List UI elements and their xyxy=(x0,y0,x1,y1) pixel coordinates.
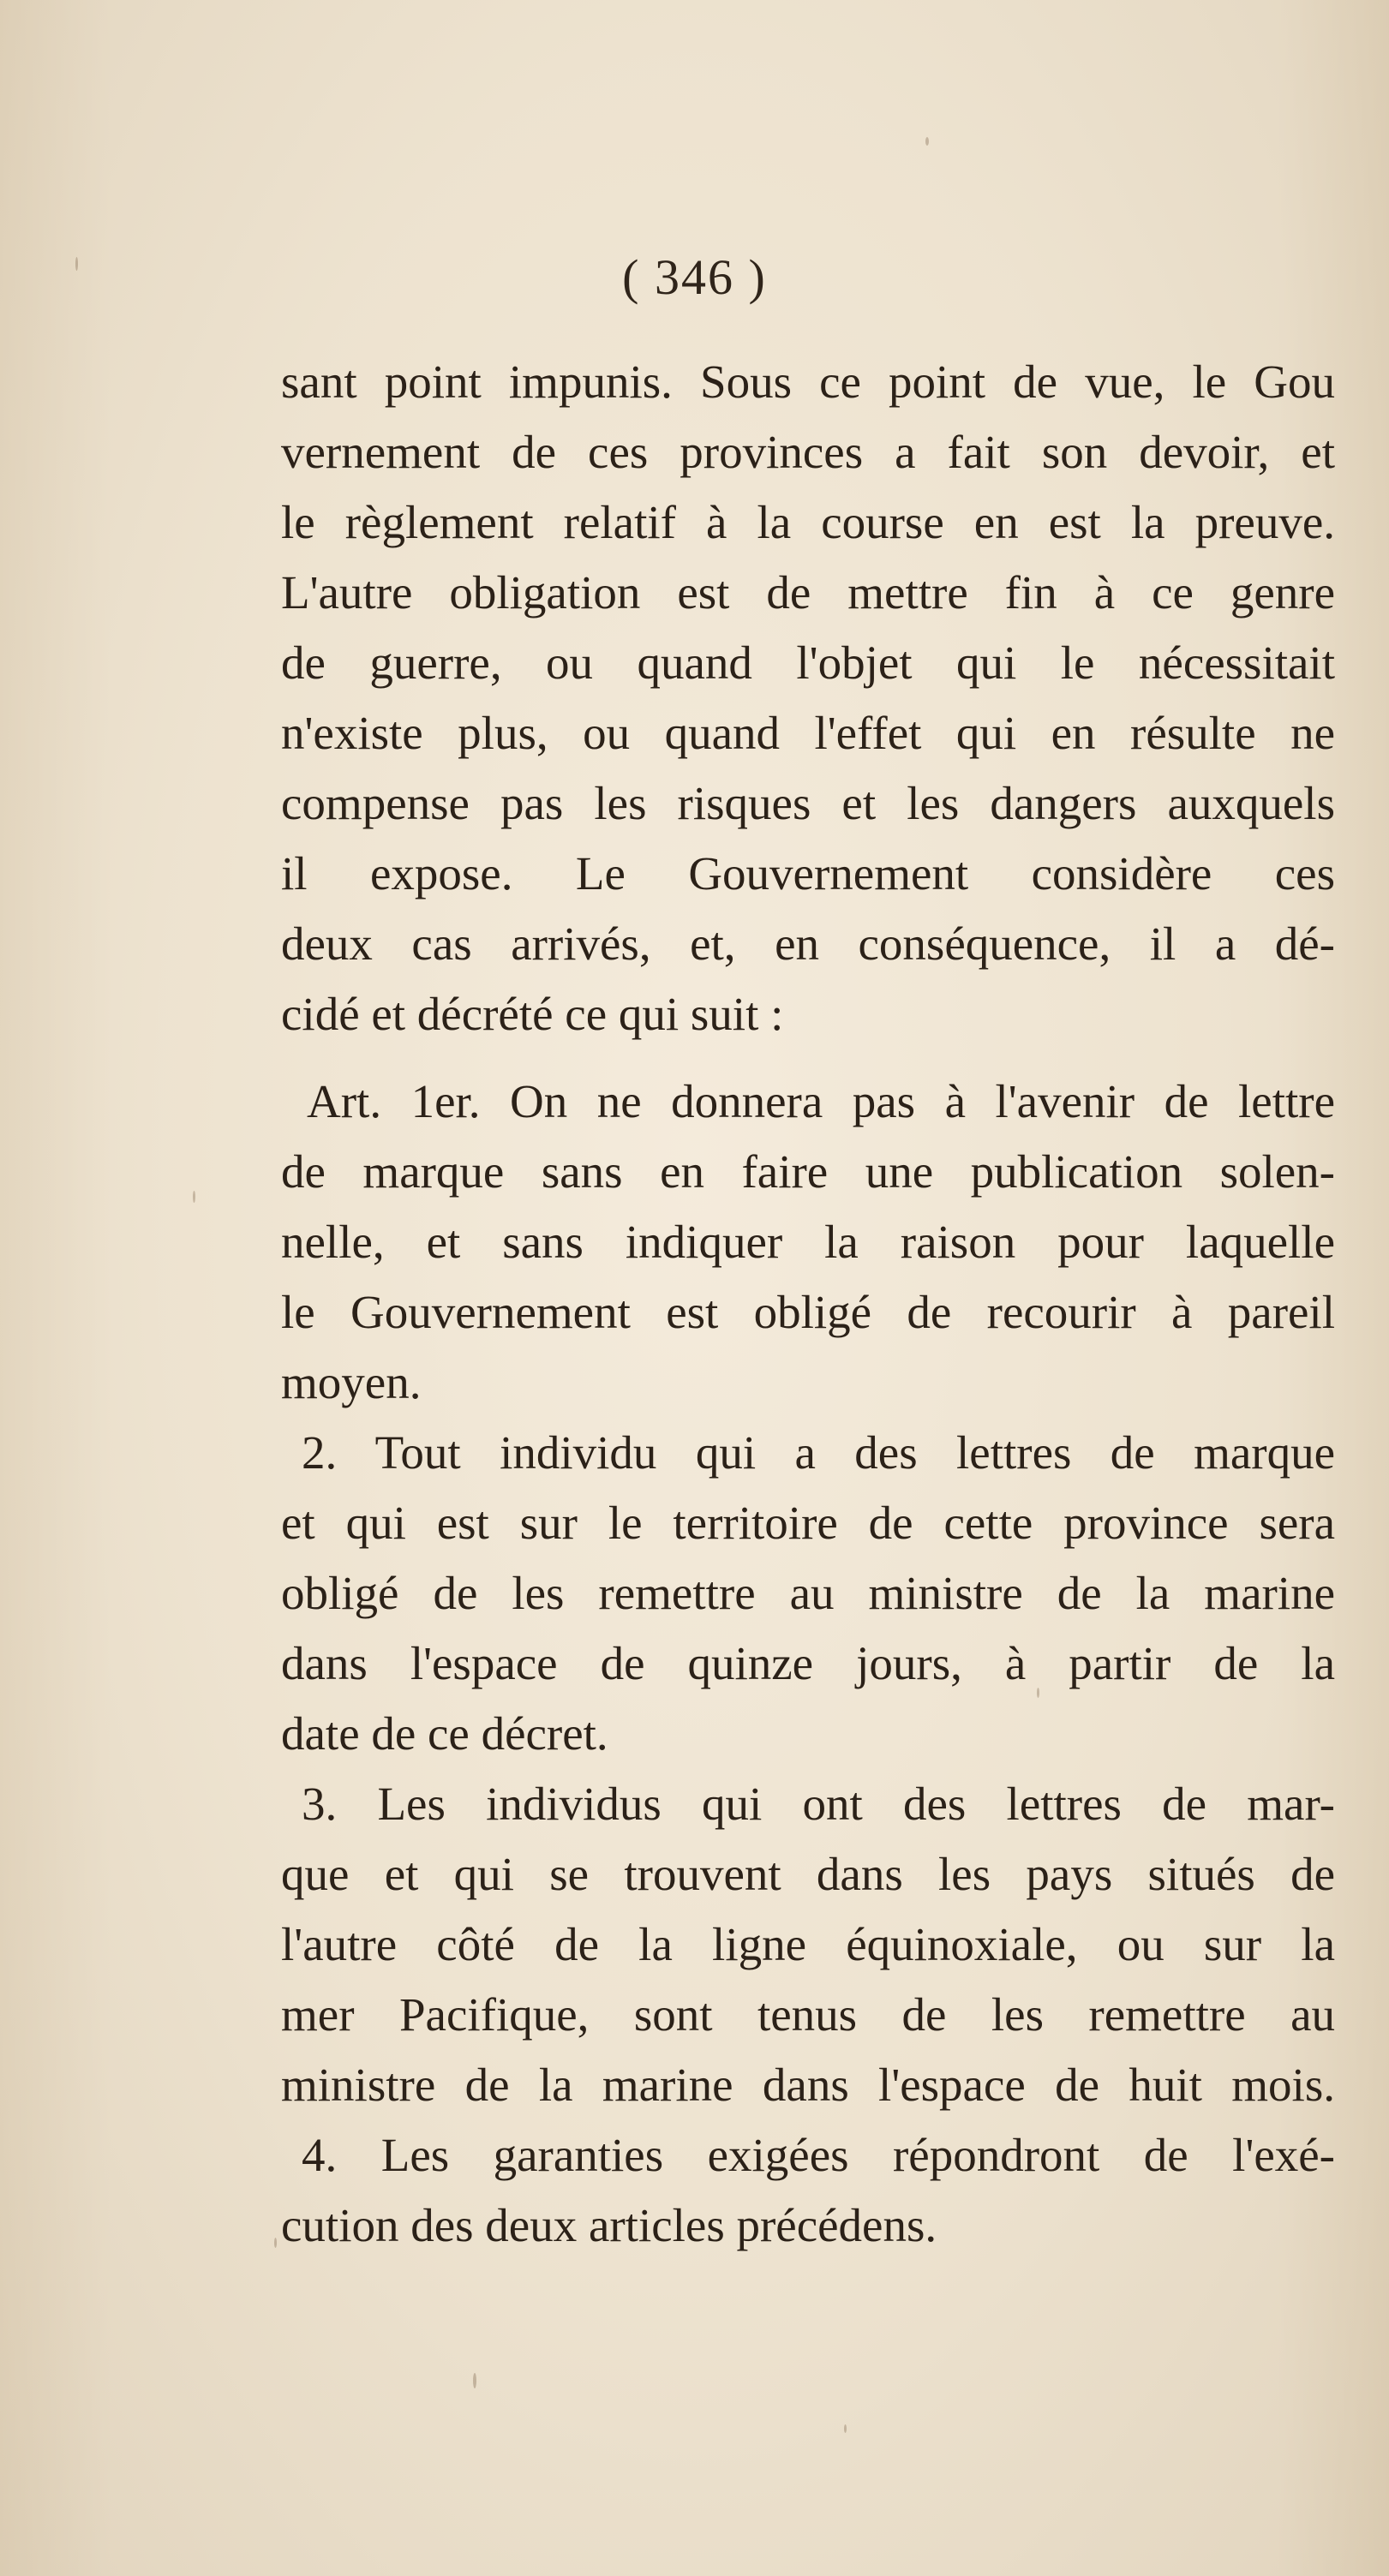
text-line: le règlement relatif à la course en est la preuve. xyxy=(281,496,1335,548)
text-line: sant point impunis. Sous ce point de vue, le Gou xyxy=(281,356,1335,408)
text-line: moyen. xyxy=(281,1356,422,1408)
paragraph-gap xyxy=(281,1049,1335,1067)
text-line: que et qui se trouvent dans les pays situés de xyxy=(281,1848,1335,1900)
text-line: mer Pacifique, sont tenus de les remettre au xyxy=(281,1988,1335,2041)
text-line: cidé et décrété ce qui suit : xyxy=(281,988,784,1040)
paper-speck xyxy=(274,2238,277,2248)
page-number: ( 346 ) xyxy=(622,249,767,305)
text-line: cution des deux articles précédens. xyxy=(281,2199,937,2251)
text-line: vernement de ces provinces a fait son devoir, et xyxy=(281,426,1335,478)
text-line: de guerre, ou quand l'objet qui le nécessitait xyxy=(281,637,1335,689)
text-line: date de ce décret. xyxy=(281,1707,608,1760)
body-text xyxy=(281,347,1335,2261)
text-line: nelle, et sans indiquer la raison pour laquelle xyxy=(281,1216,1335,1268)
text-line: ministre de la marine dans l'espace de huit mois. xyxy=(281,2059,1335,2111)
article-1-line: Art. 1er. On ne donnera pas à l'avenir de lettre xyxy=(307,1075,1335,1127)
text-line: dans l'espace de quinze jours, à partir de la xyxy=(281,1637,1335,1689)
article-3-line: 3. Les individus qui ont des lettres de mar- xyxy=(302,1778,1335,1830)
text-line: obligé de les remettre au ministre de la marine xyxy=(281,1567,1335,1619)
text-line: et qui est sur le territoire de cette province sera xyxy=(281,1497,1335,1549)
text-line: L'autre obligation est de mettre fin à ce genre xyxy=(281,566,1335,619)
text-line: deux cas arrivés, et, en conséquence, il a dé- xyxy=(281,917,1335,970)
paper-speck xyxy=(193,1191,195,1203)
text-line: l'autre côté de la ligne équinoxiale, ou sur la xyxy=(281,1918,1335,1970)
article-2-line: 2. Tout individu qui a des lettres de marque xyxy=(302,1426,1335,1479)
text-line: le Gouvernement est obligé de recourir à pareil xyxy=(281,1286,1335,1338)
text-line: compense pas les risques et les dangers auxquels xyxy=(281,777,1335,829)
text-line: n'existe plus, ou quand l'effet qui en résulte ne xyxy=(281,707,1335,759)
paper-speck xyxy=(473,2373,476,2388)
paper-speck xyxy=(925,137,929,146)
article-4-line: 4. Les garanties exigées répondront de l'exé- xyxy=(302,2129,1335,2181)
text-line: de marque sans en faire une publication solen- xyxy=(281,1145,1335,1198)
text-line: il expose. Le Gouvernement considère ces xyxy=(281,847,1335,900)
paper-speck xyxy=(844,2424,847,2433)
